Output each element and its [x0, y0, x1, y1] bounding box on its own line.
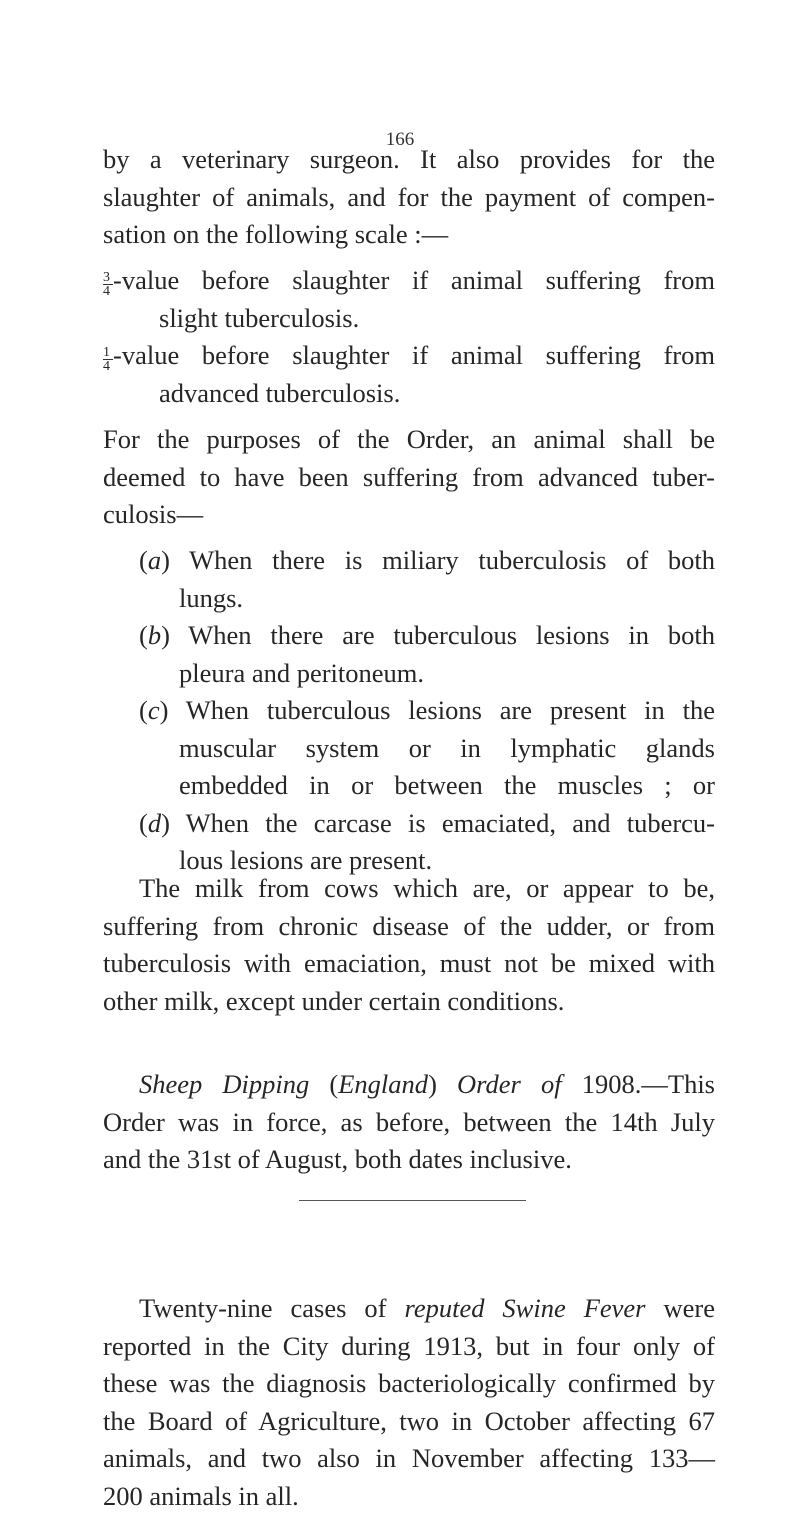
- condition-c-cont: embedded in or between the muscles ; or: [103, 767, 715, 805]
- text-line: The milk from cows which are, or appear to be,: [103, 870, 715, 908]
- section-divider: [299, 1200, 526, 1201]
- scale-item-1: $\frac{3}{4}$ -value before slaughter if animal suffering from: [103, 262, 715, 300]
- condition-b-cont: pleura and peritoneum.: [103, 655, 715, 693]
- opening-paragraph: [103, 141, 715, 254]
- swine-first-line: Twenty-nine cases of reputed Swine Fever were: [103, 1290, 715, 1328]
- sheep-dipping-paragraph: [103, 1066, 715, 1179]
- condition-d-cont: lous lesions are present.: [103, 842, 715, 880]
- swine-fever-paragraph: [103, 1290, 715, 1515]
- condition-d: (d) When the carcase is emaciated, and tubercu-: [103, 805, 715, 843]
- condition-c: (c) When tuberculous lesions are present in the: [103, 692, 715, 730]
- condition-c-cont: muscular system or in lymphatic glands: [103, 730, 715, 768]
- purposes-paragraph: [103, 421, 715, 534]
- conditions-list: [103, 542, 715, 880]
- text-line: culosis—: [103, 496, 715, 534]
- text-line: suffering from chronic disease of the udder, or from: [103, 908, 715, 946]
- text-line: the Board of Agriculture, two in October affecting 67: [103, 1403, 715, 1441]
- fraction-one-quarter: $\frac{1}{4}$: [103, 346, 113, 373]
- condition-b: (b) When there are tuberculous lesions in both: [103, 617, 715, 655]
- text-line: and the 31st of August, both dates inclusive.: [103, 1141, 715, 1179]
- scale-item-2: $\frac{1}{4}$ -value before slaughter if animal suffering from: [103, 337, 715, 375]
- compensation-scale: [103, 262, 715, 412]
- condition-a: (a) When there is miliary tuberculosis of both: [103, 542, 715, 580]
- text-line: sation on the following scale :—: [103, 216, 715, 254]
- text-line: Order was in force, as before, between the 14th July: [103, 1104, 715, 1142]
- scale-item-1-cont: slight tuberculosis.: [103, 300, 715, 338]
- text-line: these was the diagnosis bacteriologically confirmed by: [103, 1365, 715, 1403]
- scale-item-2-cont: advanced tuberculosis.: [103, 375, 715, 413]
- text-line: tuberculosis with emaciation, must not be mixed with: [103, 945, 715, 983]
- text-line: reported in the City during 1913, but in four only of: [103, 1328, 715, 1366]
- fraction-three-quarters: $\frac{3}{4}$: [103, 271, 113, 298]
- page-number: 166: [0, 129, 800, 151]
- milk-paragraph: [103, 870, 715, 1020]
- text-line: other milk, except under certain conditions.: [103, 983, 715, 1021]
- text-line: deemed to have been suffering from advanced tuber-: [103, 459, 715, 497]
- text-line: by a veterinary surgeon. It also provides for the: [103, 141, 715, 179]
- text-line: For the purposes of the Order, an animal shall be: [103, 421, 715, 459]
- sheep-order-title-line: Sheep Dipping (England) Order of 1908.—This: [103, 1066, 715, 1104]
- text-line: 200 animals in all.: [103, 1478, 715, 1515]
- condition-a-cont: lungs.: [103, 580, 715, 618]
- text-line: slaughter of animals, and for the payment of compen-: [103, 179, 715, 217]
- text-line: animals, and two also in November affecting 133—: [103, 1440, 715, 1478]
